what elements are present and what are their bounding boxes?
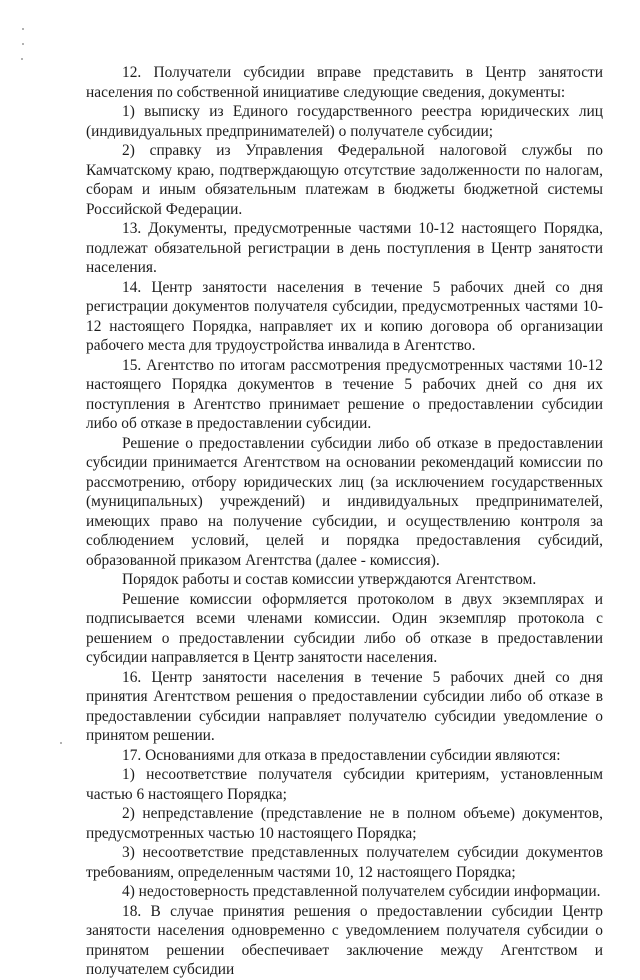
paragraph-13: 13. Документы, предусмотренные частями 10-12 настоящего Порядка, подлежат обязательной регистрации в день поступления в Центр занятости населения. [86, 220, 603, 276]
paragraph-17-item-4: 4) недостоверность представленной получателем субсидии информации. [122, 883, 601, 900]
paragraph-15: 15. Агентство по итогам рассмотрения предусмотренных частями 10-12 настоящего Порядка документов в течение 5 рабочих дней со дня их поступления в Агентство принимает решение о предоставлении субсидии либо об отказе в предоставлении субсидии. [86, 356, 603, 432]
paragraph-17: 17. Основаниями для отказа в предоставлении субсидии являются: [122, 746, 561, 764]
paragraph-12: 12. Получатели субсидии вправе представить в Центр занятости населения по собственной инициативе следующие сведения, документы: [86, 64, 603, 101]
document-body [86, 63, 603, 980]
scan-speck [21, 58, 23, 60]
scan-speck [22, 28, 24, 30]
scan-speck [60, 742, 62, 744]
paragraph-14: 14. Центр занятости населения в течение 5 рабочих дней со дня регистрации документов получателя субсидии, предусмотренных частями 10-12 настоящего Порядка, направляет их и копию договора об организации рабочего места для трудоустройства инвалида в Агентство. [86, 278, 603, 354]
paragraph-17-item-1: 1) несоответствие получателя субсидии критериям, установленным частью 6 настоящего Порядка; [86, 766, 603, 803]
paragraph-12-item-2: 2) справку из Управления Федеральной налоговой службы по Камчатскому краю, подтверждающую отсутствие задолженности по налогам, сборам и иным обязательным платежам в бюджеты бюджетной системы Российской Федерации. [86, 142, 603, 218]
paragraph-16: 16. Центр занятости населения в течение 5 рабочих дней со дня принятия Агентством решения о предоставлении субсидии либо об отказе в предоставлении субсидии направляет получателю субсидии уведомление о принятом решении. [86, 668, 603, 744]
paragraph-17-item-2: 2) непредставление (представление не в полном объеме) документов, предусмотренных частью 10 настоящего Порядка; [86, 805, 603, 842]
scan-speck [22, 43, 24, 45]
paragraph-17-item-3: 3) несоответствие представленных получателем субсидии документов требованиям, определенным частями 10, 12 настоящего Порядка; [86, 844, 603, 881]
paragraph-12-item-1: 1) выписку из Единого государственного реестра юридических лиц (индивидуальных предпринимателей) о получателе субсидии; [86, 103, 603, 140]
paragraph-15-decision: Решение о предоставлении субсидии либо об отказе в предоставлении субсидии принимается Агентством на основании рекомендаций комиссии по рассмотрению, отбору юридических лиц (за исключением государственных (муниципальных) учреждений) и индивидуальных предпринимателей, имеющих право на получение субсидии, и осуществлению контроля за соблюдением условий, целей и порядка предоставления субсидий, образованной приказом Агентства (далее - комиссия). [86, 434, 603, 569]
paragraph-15-protocol: Решение комиссии оформляется протоколом в двух экземплярах и подписывается всеми членами комиссии. Один экземпляр протокола с решением о предоставлении субсидии либо об отказе в предоставлении субсидии направляется в Центр занятости населения. [86, 590, 603, 666]
paragraph-15-commission-order: Порядок работы и состав комиссии утверждаются Агентством. [122, 571, 537, 588]
paragraph-18: 18. В случае принятия решения о предоставлении субсидии Центр занятости населения одновременно с уведомлением получателя субсидии о принятом решении обеспечивает заключение между Агентством и получателем субсидии [86, 902, 603, 978]
